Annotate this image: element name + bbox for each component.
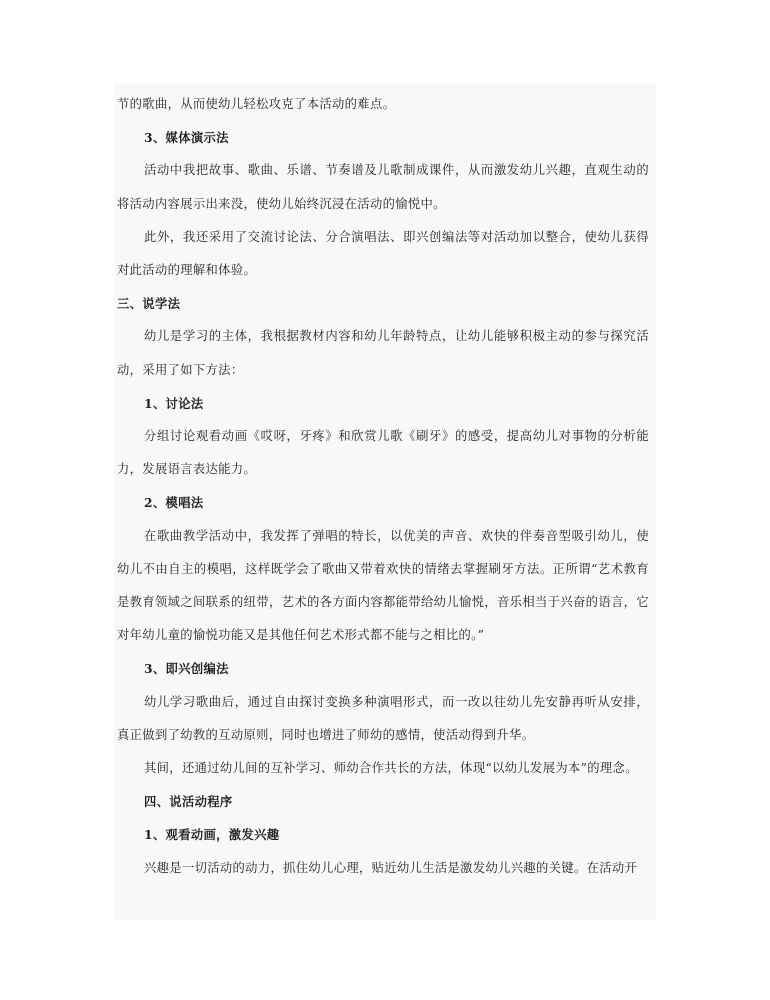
- section-subheading: 1、观看动画，激发兴趣: [144, 827, 280, 843]
- body-paragraph: 此外，我还采用了交流讨论法、分合演唱法、即兴创编法等对活动加以整合，使幼儿获得对此活动的理解和体验。: [117, 229, 649, 278]
- section-heading: 三、说学法: [117, 296, 181, 312]
- section-subheading: 3、即兴创编法: [144, 661, 229, 677]
- body-paragraph: 幼儿是学习的主体，我根据教材内容和幼儿年龄特点，让幼儿能够积极主动的参与探究活动，采用了如下方法：: [117, 329, 649, 377]
- section-subheading: 1、讨论法: [144, 395, 204, 411]
- body-paragraph: 兴趣是一切活动的动力，抓住幼儿心理，贴近幼儿生活是激发幼儿兴趣的关键。在活动开: [144, 860, 638, 875]
- section-subheading: 2、模唱法: [144, 495, 204, 511]
- body-paragraph: 其间，还通过幼儿间的互补学习、师幼合作共长的方法，体现“以幼儿发展为本”的理念。: [144, 761, 638, 776]
- body-paragraph: 幼儿学习歌曲后，通过自由探讨变换多种演唱形式，而一改以往幼儿先安静再听从安排，真正做到了幼教的互动原则，同时也增进了师幼的感情，使活动得到升华。: [117, 694, 649, 742]
- document-body: [117, 88, 649, 885]
- body-paragraph: 活动中我把故事、歌曲、乐谱、节奏谱及儿歌制成课件，从而激发幼儿兴趣，直观生动的将活动内容展示出来没，使幼儿始终沉浸在活动的愉悦中。: [117, 163, 649, 211]
- body-paragraph: 节的歌曲，从而使幼儿轻松攻克了本活动的难点。: [117, 97, 396, 111]
- body-paragraph: 分组讨论观看动画《哎呀，牙疼》和欣赏儿歌《刷牙》的感受，提高幼儿对事物的分析能力，发展语言表达能力。: [117, 429, 649, 477]
- section-subheading: 3、媒体演示法: [144, 130, 229, 146]
- section-heading: 四、说活动程序: [144, 794, 233, 810]
- body-paragraph: 在歌曲教学活动中，我发挥了弹唱的特长，以优美的声音、欢快的伴奏音型吸引幼儿，使幼儿不由自主的模唱，这样既学会了歌曲又带着欢快的情绪去掌握刷牙方法。正所谓“艺术教育是教育领域之间联系的纽带，艺术的各方面内容都能带给幼儿愉悦，音乐相当于兴奋的语言，它对年幼儿童的愉悦功能又是其他任何艺术形式都不能与之相比的。”: [117, 528, 649, 643]
